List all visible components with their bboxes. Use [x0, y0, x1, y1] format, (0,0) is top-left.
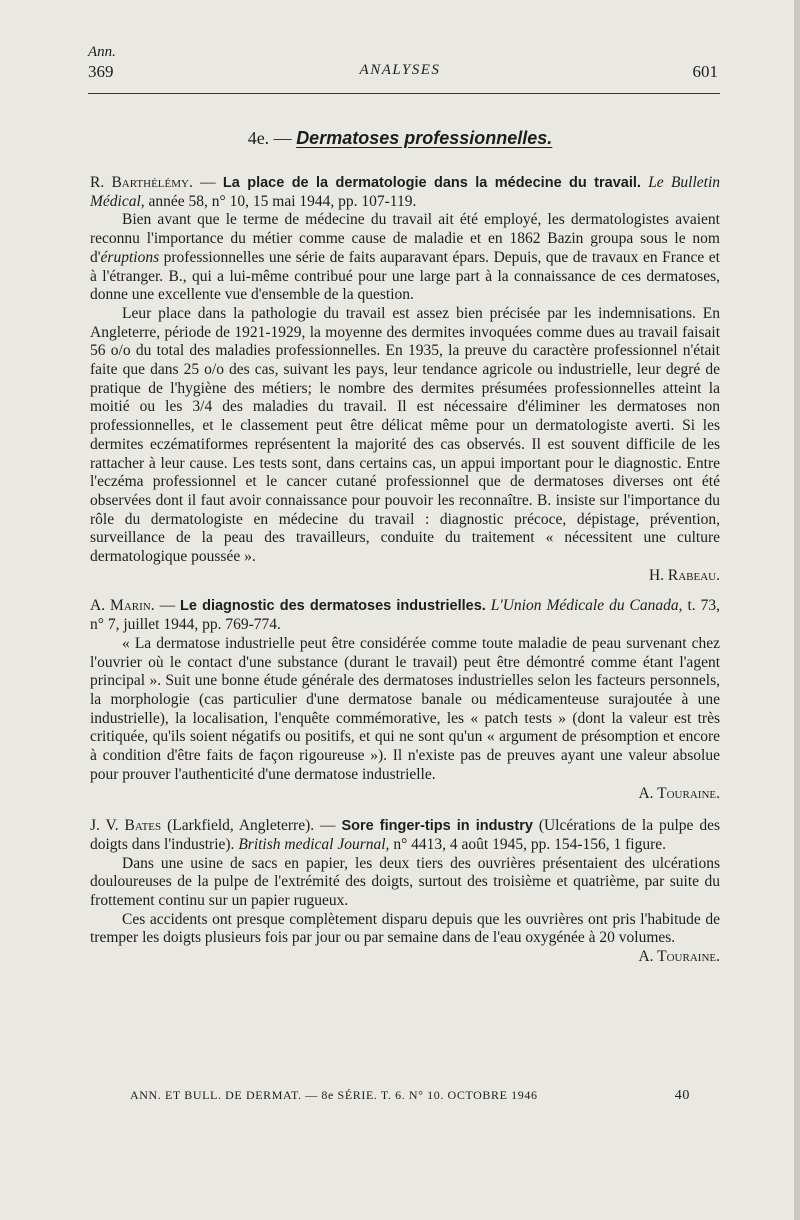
- text-run: professionnelles une série de faits auparavant épars. Depuis, que de travaux en France et à l'étranger. B., qui a lui-même contribué pour une large part à la connaissance de ces dermatoses, donne une excellente vue d'ensemble de la question.: [90, 248, 720, 304]
- review-paragraph: « La dermatose industrielle peut être considérée comme toute maladie de peau survenant chez l'ouvrier où le contact d'une substance (durant le travail) peut être démontré comme étant l'agent principal ». Suit une bonne étude générale des dermatoses industrielles selon les facteurs personnels, la morphologie (cas particulier d'une dermatose banale ou médicamenteuse surajoutée à une industrielle), la localisation, l'enquête commémorative, les « patch tests » (dont la valeur est très critiquée, qu'ils soient négatifs ou positifs, et qui ne sont qu'un « argument de présomption et encore à condition d'être faits de façon rigoureuse »). Il n'existe pas de preuves ayant une valeur absolue pour prouver l'authenticité d'une dermatose industrielle.: [90, 634, 720, 783]
- spacer: [90, 585, 720, 597]
- review-source: Le Bulletin Médical,: [90, 174, 721, 210]
- signature-text: A. Touraine.: [638, 784, 720, 802]
- review-author: A. Marin.: [90, 597, 155, 615]
- text-run: Bien avant que le terme de médecine du travail ait été employé, les dermatologistes avaient reconnu l'importance du métier comme cause de maladie et en 1862 Bazin groupa sous le nom d': [90, 211, 720, 266]
- review-affiliation: (Larkfield, Angleterre).: [161, 817, 315, 835]
- dash: —: [314, 817, 342, 835]
- review-reference: [90, 597, 720, 634]
- text-run-italic: éruptions: [100, 248, 160, 266]
- section-heading: [0, 128, 800, 149]
- review-source: L'Union Médicale du Canada,: [490, 597, 683, 615]
- review-signature: [90, 567, 720, 586]
- review-source: British medical Journal,: [238, 835, 390, 853]
- section-title: Dermatoses professionnelles.: [296, 128, 553, 148]
- review-title: Sore finger-tips in industry: [341, 818, 533, 835]
- dash: —: [154, 597, 181, 615]
- review-author: J. V. Bates: [90, 817, 162, 835]
- section-number: 4e. —: [247, 128, 297, 148]
- review-subtitle: (Ulcérations de la pulpe des doigts dans l'industrie).: [90, 817, 721, 853]
- review-reference: [90, 817, 720, 854]
- review-citation: année 58, n° 10, 15 mai 1944, pp. 107-119.: [144, 192, 417, 210]
- review-paragraph: [90, 211, 720, 305]
- review-signature: [90, 948, 720, 967]
- article-body: [90, 174, 720, 967]
- review-paragraph: Dans une usine de sacs en papier, les deux tiers des ouvrières présentaient des ulcérations douloureuses de la pulpe de l'extrémité des doigts, surtout des troisième et quatrième, par suite du frottement continu sur un papier rugueux.: [90, 854, 720, 910]
- review-author: R. Barthélémy.: [90, 174, 193, 191]
- review-title: La place de la dermatologie dans la médecine du travail.: [222, 175, 641, 191]
- dash: —: [192, 174, 223, 191]
- page-edge: [794, 0, 800, 1220]
- page-footer: [130, 1088, 690, 1103]
- signature-text: H. Rabeau.: [648, 566, 720, 584]
- review-paragraph: Leur place dans la pathologie du travail est assez bien précisée par les indemnisations. En Angleterre, période de 1921-1929, la moyenne des dermites invoquées comme dues au travail faisait 56 o/o du total des maladies professionnelles. En 1935, la preuve du caractère professionnel n'était faite que dans 25 o/o des cas, suivant les pays, leur tendance agricole ou industrielle, leur degré de pratique de l'hygiène des métiers; le nombre des dermites présumées professionnelles atteint la moitié ou les 3/4 des maladies du travail. Il est nécessaire d'éliminer les dermatoses non professionnelles, et le classement peut être délicat même pour un dermatologiste averti. Si les dermites eczématiformes représentent la majorité des cas observés. Il est souvent difficile de les rattacher à leur cause. Les tests sont, dans certains cas, un appui important pour le diagnostic. Entre l'eczéma professionnel et le cancer cutané professionnel que de dermatoses diverses ont été observées dont il faut avoir connaissance pour pouvoir les reconnaître. B. insiste sur l'importance du rôle du dermatologiste en médecine du travail : diagnostic précoce, dépistage, prévention, surveillance de la peau des travailleurs, conduite du traitement « nécessitent une culture dermatologique poussée ».: [90, 304, 720, 566]
- review-reference: [90, 174, 720, 211]
- review-citation: t. 73, n° 7, juillet 1944, pp. 769-774.: [90, 597, 721, 634]
- header-rule: [88, 93, 720, 94]
- left-page-number: 369: [88, 62, 114, 81]
- running-title: ANALYSES: [359, 62, 441, 78]
- signature-text: A. Touraine.: [638, 948, 720, 966]
- right-page-number: 601: [692, 62, 718, 81]
- review-title: Le diagnostic des dermatoses industrielles.: [180, 598, 486, 615]
- footer-citation: ANN. ET BULL. DE DERMAT. — 8e SÉRIE. T. 6. N° 10. OCTOBRE 1946: [130, 1088, 538, 1102]
- journal-abbrev: Ann.: [88, 44, 116, 60]
- spacer: [90, 803, 720, 817]
- review-paragraph: Ces accidents ont presque complètement disparu depuis que les ouvrières ont pris l'habitude de tremper les doigts plusieurs fois par jour ou par semaine dans de l'eau oxygénée à 20 volumes.: [90, 910, 720, 947]
- review-citation: n° 4413, 4 août 1945, pp. 154-156, 1 figure.: [389, 835, 666, 853]
- review-signature: [90, 785, 720, 804]
- footer-page-number: 40: [674, 1088, 690, 1103]
